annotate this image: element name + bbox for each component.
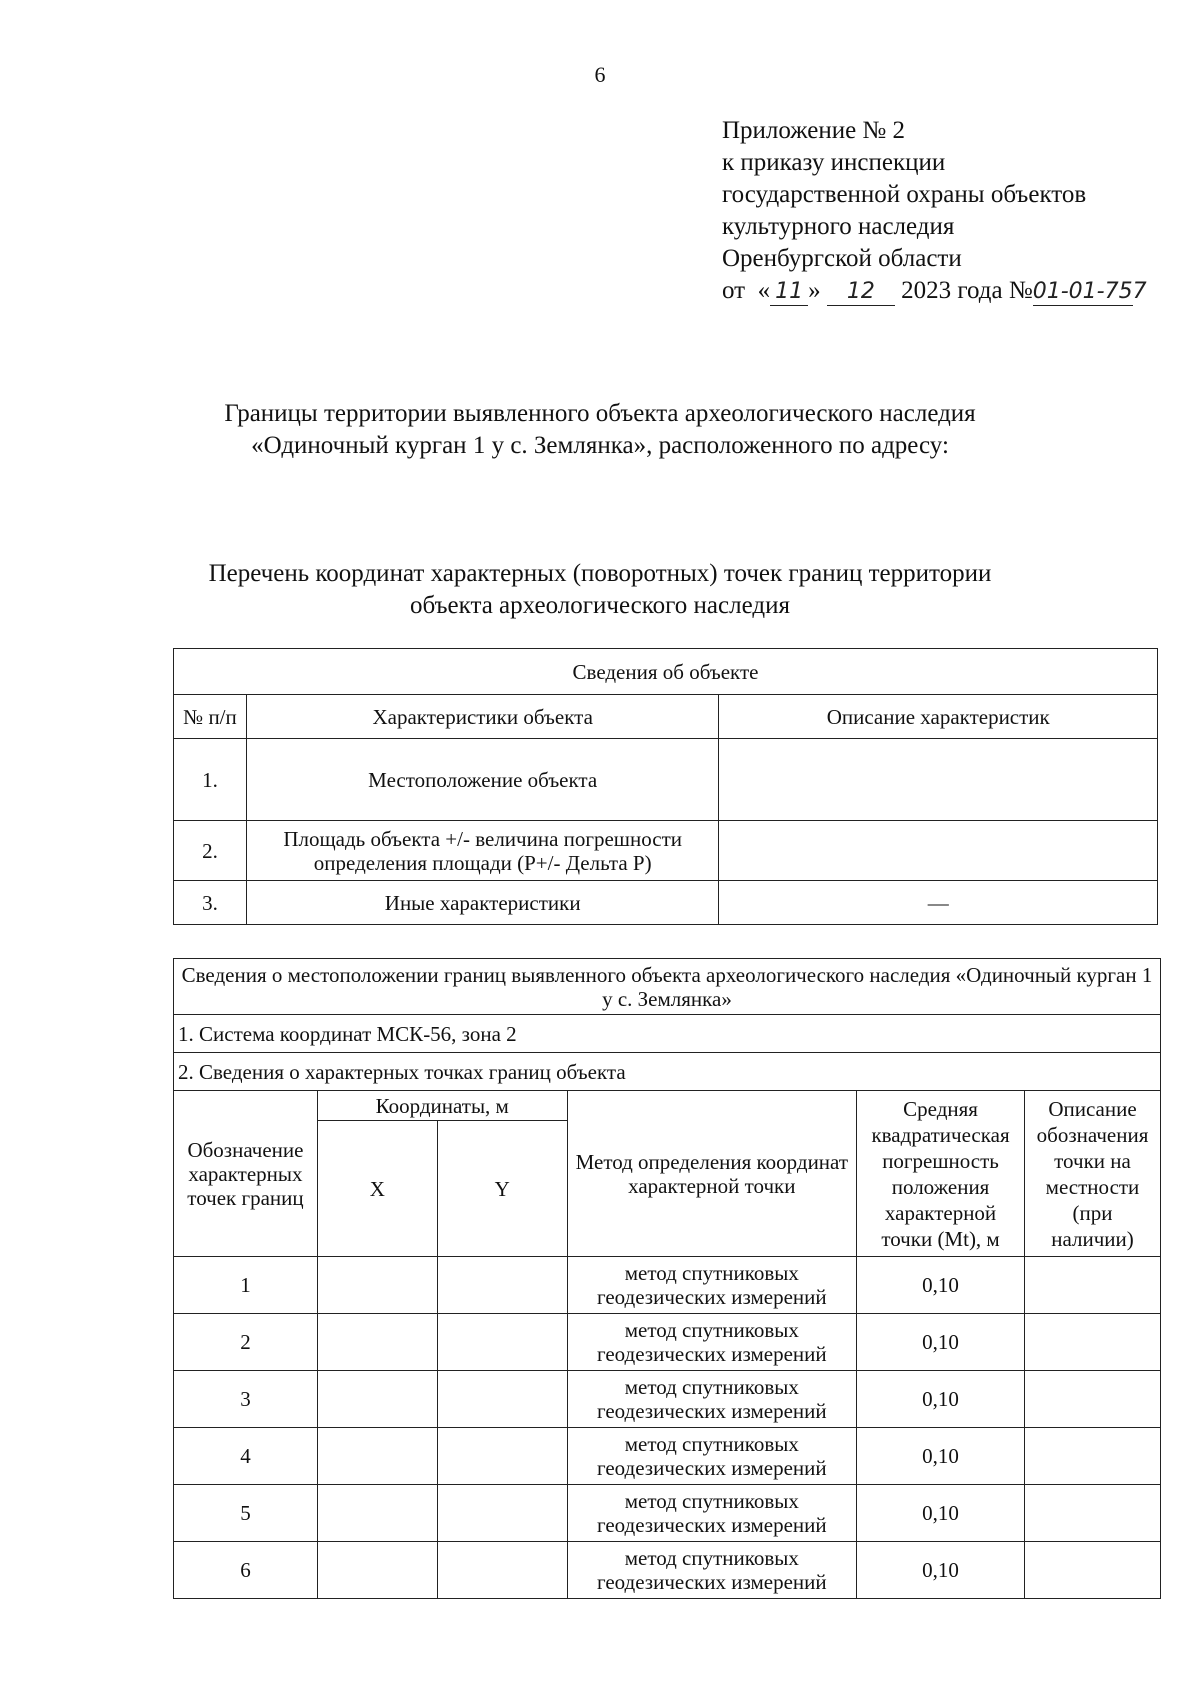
order-month: 12 [827,279,895,306]
table-row [174,1485,1161,1542]
point-y [437,1314,567,1371]
location-table [173,958,1161,1599]
appendix-date-line [722,275,1147,307]
location-table-header: Сведения о местоположении границ выявленного объекта археологического наследия «Одиночный курган 1 у с. Землянка» [174,959,1161,1015]
title-line: объекта археологического наследия [410,592,790,619]
point-method: метод спутниковых геодезических измерений [567,1485,857,1542]
table-row [174,1542,1161,1599]
point-id: 5 [174,1485,318,1542]
point-x [317,1257,437,1314]
coordinate-system-row: 1. Система координат МСК-56, зона 2 [174,1015,1161,1053]
point-y [437,1485,567,1542]
col-desc-header: Описание обозначения точки на местности (при наличии) [1025,1091,1161,1257]
row-desc: — [719,881,1158,925]
order-number: 01-01-757 [1032,279,1147,304]
point-id: 4 [174,1428,318,1485]
point-y [437,1542,567,1599]
boundaries-title [0,398,1200,462]
table-row [174,1257,1161,1314]
order-year: 2023 года № [901,277,1033,304]
col-error-header: Средняя квадратическая погрешность положения характерной точки (Mt), м [857,1091,1025,1257]
appendix-line: культурного наследия [722,213,955,240]
point-id: 3 [174,1371,318,1428]
point-x [317,1314,437,1371]
point-error: 0,10 [857,1542,1025,1599]
point-method: метод спутниковых геодезических измерений [567,1257,857,1314]
title-line: «Одиночный курган 1 у с. Землянка», расположенного по адресу: [251,432,949,459]
point-id: 1 [174,1257,318,1314]
col-coords-header: Координаты, м [317,1091,567,1121]
col-desc-header: Описание характеристик [719,695,1158,739]
point-error: 0,10 [857,1314,1025,1371]
quote-close: » [808,277,821,304]
row-num: 3. [174,881,247,925]
appendix-line: к приказу инспекции [722,149,946,176]
point-desc [1025,1428,1161,1485]
point-x [317,1428,437,1485]
point-method: метод спутниковых геодезических измерений [567,1371,857,1428]
object-table-header: Сведения об объекте [174,649,1158,695]
point-y [437,1428,567,1485]
point-error: 0,10 [857,1257,1025,1314]
appendix-title: Приложение № 2 [722,117,906,144]
row-char: Площадь объекта +/- величина погрешности определения площади (Р+/- Дельта Р) [246,821,719,881]
point-y [437,1371,567,1428]
point-error: 0,10 [857,1371,1025,1428]
point-x [317,1542,437,1599]
col-method-header: Метод определения координат характерной точки [567,1091,857,1257]
col-y-header: Y [437,1121,567,1257]
page-number: 6 [594,62,606,87]
point-error: 0,10 [857,1428,1025,1485]
col-point-header: Обозначение характерных точек границ [174,1091,318,1257]
point-id: 6 [174,1542,318,1599]
point-method: метод спутниковых геодезических измерений [567,1314,857,1371]
table-row [174,821,1158,881]
point-y [437,1257,567,1314]
col-x-header: X [317,1121,437,1257]
appendix-line: Оренбургской области [722,245,962,272]
table-row [174,881,1158,925]
point-desc [1025,1314,1161,1371]
row-num: 1. [174,739,247,821]
point-method: метод спутниковых геодезических измерений [567,1428,857,1485]
col-char-header: Характеристики объекта [246,695,719,739]
appendix-line: государственной охраны объектов [722,181,1087,208]
point-error: 0,10 [857,1485,1025,1542]
point-desc [1025,1257,1161,1314]
point-method: метод спутниковых геодезических измерений [567,1542,857,1599]
quote-open: « [757,277,771,304]
row-desc [719,821,1158,881]
coordinates-list-title [0,558,1200,622]
from-label: от [722,277,746,304]
title-line: Перечень координат характерных (поворотных) точек границ территории [208,560,992,587]
title-line: Границы территории выявленного объекта археологического наследия [224,400,976,427]
appendix-block [722,115,1147,307]
point-desc [1025,1542,1161,1599]
row-char: Иные характеристики [246,881,719,925]
row-char: Местоположение объекта [246,739,719,821]
point-id: 2 [174,1314,318,1371]
row-num: 2. [174,821,247,881]
order-day: 11 [770,279,808,306]
table-row [174,1371,1161,1428]
table-row [174,1314,1161,1371]
col-num-header: № п/п [174,695,247,739]
points-section-header: 2. Сведения о характерных точках границ объекта [174,1053,1161,1091]
point-x [317,1371,437,1428]
point-desc [1025,1371,1161,1428]
row-desc [719,739,1158,821]
table-row [174,1428,1161,1485]
table-row [174,739,1158,821]
point-desc [1025,1485,1161,1542]
point-x [317,1485,437,1542]
object-info-table [173,648,1158,925]
